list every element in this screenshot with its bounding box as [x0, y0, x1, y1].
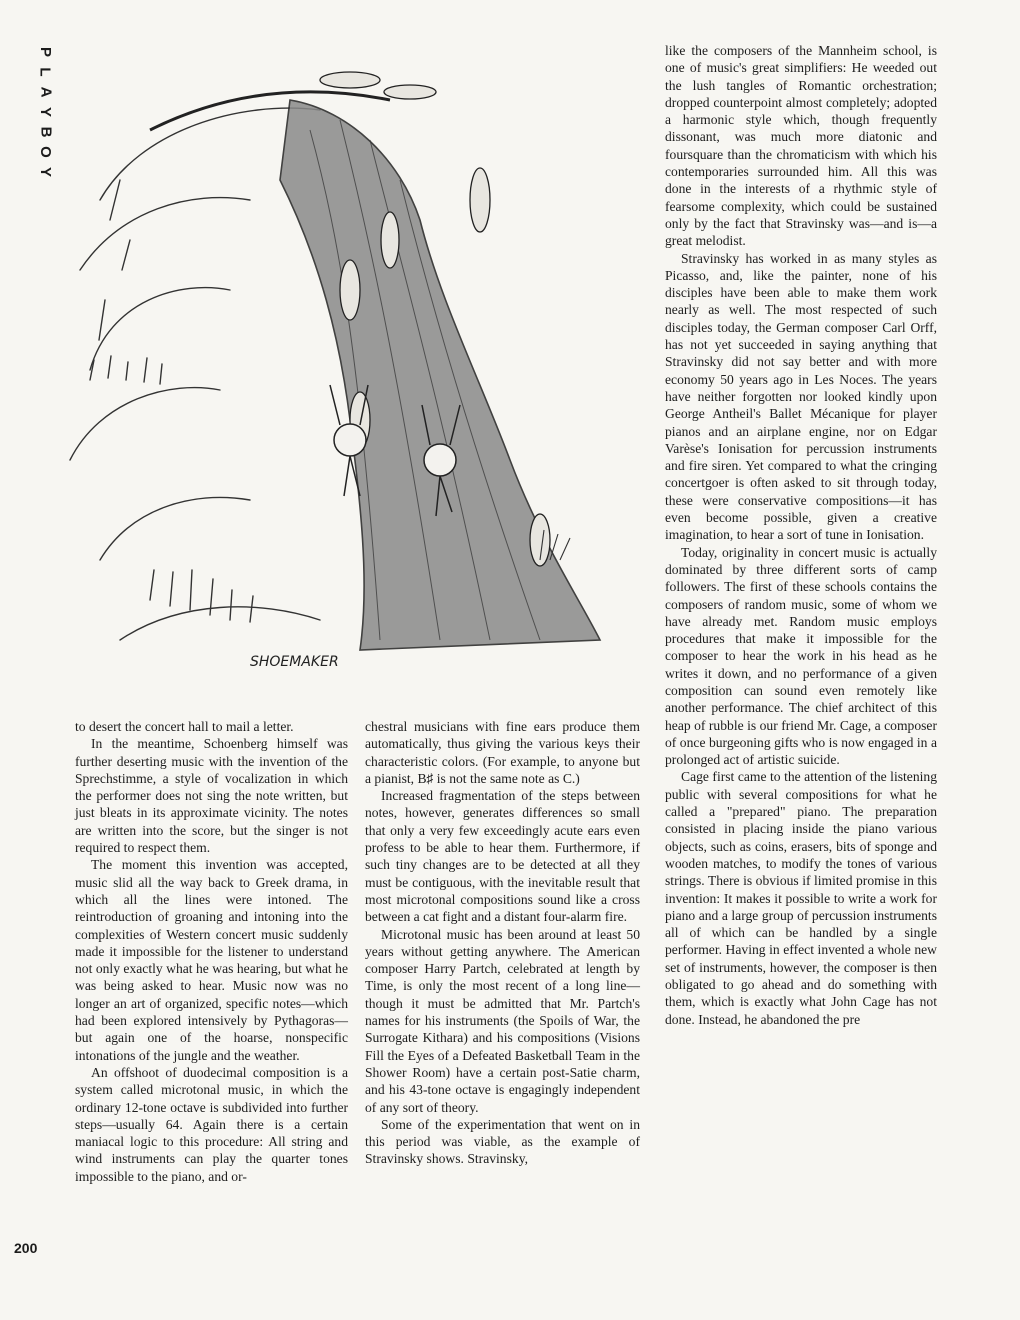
article-column-3	[665, 42, 937, 1028]
paragraph: to desert the concert hall to mail a letter.	[75, 719, 294, 734]
masthead-letter: B	[37, 126, 54, 138]
masthead-letter: L	[36, 67, 54, 77]
article-column-2	[365, 718, 640, 1168]
masthead-letter: P	[36, 46, 54, 58]
cartoonist-signature: SHOEMAKER	[250, 654, 339, 670]
page-number: 200	[14, 1240, 38, 1256]
cartoon-illustration	[60, 40, 620, 680]
masthead	[32, 42, 58, 182]
masthead-letter: O	[36, 146, 54, 158]
paragraph: Cage first came to the attention of the listening public with several compositions for what he called a "prepared" piano. The preparation consisted in placing inside the piano various objects, such as coins, erasers, bits of sponge and wooden matches, to modify the tones of various strings. There is obvious if limited promise in this invention: It makes it possible to write a work for piano and a large group of percussion instruments all of which can be handled by a single performer. Having in effect invented a whole new set of instruments, however, the composer is then obligated to go ahead and do something with them, which is exactly what John Cage has not done. Instead, he abandoned the pre	[665, 769, 937, 1027]
paragraph: An offshoot of duodecimal composition is a system called microtonal music, in which the ordinary 12-tone octave is subdivided into further steps—usually 64. Again there is a certain maniacal logic to this procedure: All string and wind instruments can play the quarter tones impossible to the piano, and or-	[75, 1064, 348, 1184]
masthead-letter: A	[37, 86, 54, 98]
paragraph: chestral musicians with fine ears produce them automatically, thus giving the various keys their characteristic colors. (For example, to anyone but a pianist, B♯ is not the same note as C.)	[365, 719, 640, 786]
article-column-1	[75, 718, 348, 1185]
masthead-letter: Y	[36, 106, 54, 118]
paragraph: Microtonal music has been around at least 50 years without getting anywhere. The American composer Harry Partch, celebrated at length by Time, is only the most recent of a long line—though it must be admitted that Mr. Partch's names for his instruments (the Spoils of War, the Surrogate Kithara) and his compositions (Visions Fill the Eyes of a Defeated Basketball Team in the Shower Room) have a certain post-Satie charm, and his 43-tone octave is engagingly independent of any sort of theory.	[365, 926, 640, 1115]
paragraph: Increased fragmentation of the steps between notes, however, generates differences so small that only a very few exceedingly acute ears even profess to be able to hear them. Furthermore, if such tiny changes are to be detected at all they must be contiguous, with the inevitable result that most microtonal compositions sound like a cross between a cat fight and a distant four-alarm fire.	[365, 788, 640, 925]
paragraph: The moment this invention was accepted, music slid all the way back to Greek drama, in which all the lines were intoned. The reintroduction of groaning and intoning into the complexities of Western concert music suddenly made it impossible for the listener to understand not only exactly what he was hearing, but what he was being asked to hear. Music now was no longer an art of organized, specific notes—which had been explored intensively by Pythagoras—but again one of the hoarse, nonspecific intonations of the jungle and the weather.	[75, 857, 348, 1063]
paragraph: like the composers of the Mannheim school, is one of music's great simplifiers: He weeded out the lush tangles of Romantic orchestration; dropped counterpoint almost completely; adopted a harmonic style which, though frequently dissonant, was much more diatonic and foursquare than the chromaticism with which his contemporaries surrounded him. All this was done in the interests of a rhythmic style of fearsome complexity, which could be sustained only by the fact that Stravinsky was—and is—a great melodist.	[665, 43, 937, 249]
paragraph: Stravinsky has worked in as many styles as Picasso, and, like the painter, none of his disciples have been able to make them work nearly as well. The most respected of such disciples today, the German composer Carl Orff, has not yet succeeded in saying anything that Stravinsky did not say better and with more economy 50 years ago in Les Noces. The years have neither forgotten nor looked kindly upon George Antheil's Ballet Mécanique for player pianos and an airplane engine, nor on Edgar Varèse's Ionisation for percussion instruments and fire siren. Yet compared to what the cringing concertgoer is often asked to sit through today, these were conservative compositions—it has even become possible, given a creative imagination, to hear a sort of tune in Ionisation.	[665, 250, 937, 543]
paragraph: In the meantime, Schoenberg himself was further deserting music with the invention of the Sprechstimme, a style of vocalization in which the performer does not sing the note written, but just bleats in its approximate vicinity. The notes are written into the score, but the singer is not required to respect them.	[75, 736, 348, 856]
paragraph: Today, originality in concert music is actually dominated by three different sorts of camp followers. The first of these schools contains the composers of random music, some of whom we have already met. Random music employs procedures that make it impossible for the composer to hear the work in his head as he writes it down, and no performance of a given composition can sound even remotely like another performance. The chief architect of this heap of rubble is our friend Mr. Cage, a composer of once burgeoning gifts who is now engaged in a prolonged act of artistic suicide.	[665, 544, 937, 768]
masthead-letter: Y	[36, 166, 54, 178]
paragraph: Some of the experimentation that went on in this period was viable, as the example of Stravinsky shows. Stravinsky,	[365, 1116, 640, 1167]
